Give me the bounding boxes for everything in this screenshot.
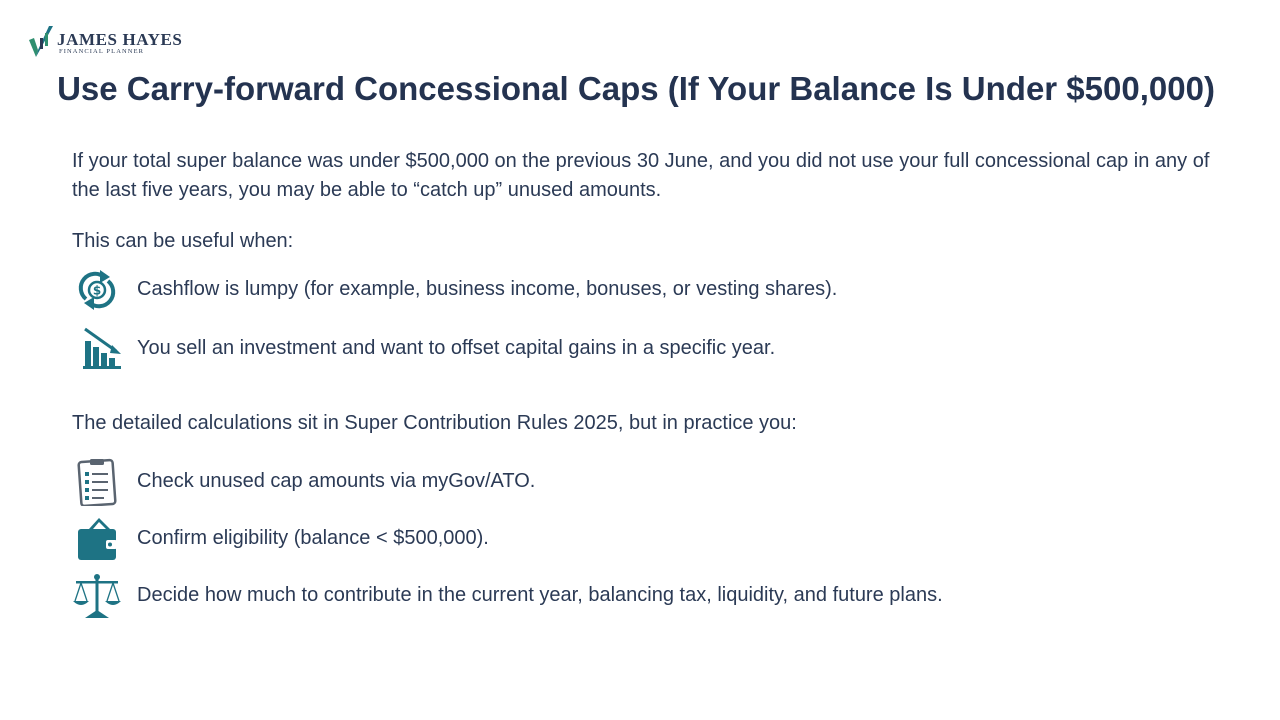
list-item-label: Cashflow is lumpy (for example, business income, bonuses, or vesting shares). — [137, 278, 838, 300]
brand-tagline: FINANCIAL PLANNER — [59, 48, 145, 55]
brand-name: JAMES HAYES — [57, 30, 183, 49]
svg-text:$: $ — [92, 283, 102, 298]
list-item-label: Decide how much to contribute in the current year, balancing tax, liquidity, and future plans. — [137, 584, 943, 606]
page-title: Use Carry-forward Concessional Caps (If Your Balance Is Under $500,000) — [57, 70, 1215, 107]
list-item-label: Confirm eligibility (balance < $500,000). — [137, 527, 489, 549]
list-item-decide-contribution — [72, 572, 1222, 620]
wallet-icon — [72, 515, 122, 563]
brand-logo — [27, 24, 207, 60]
list-item-capital-gains — [72, 325, 1222, 373]
list-item-check-unused-cap — [72, 458, 1222, 506]
declining-chart-icon — [72, 325, 122, 373]
list-item-confirm-eligibility — [72, 515, 1222, 563]
balance-scale-icon — [72, 572, 122, 620]
cashflow-cycle-icon — [72, 266, 122, 314]
list-item-label: Check unused cap amounts via myGov/ATO. — [137, 470, 536, 492]
useful-heading: This can be useful when: — [72, 230, 294, 252]
list-item-label: You sell an investment and want to offset capital gains in a specific year. — [137, 337, 776, 359]
checkmark-logo-icon — [27, 24, 59, 58]
clipboard-checklist-icon — [72, 458, 122, 506]
list-item-lumpy-cashflow — [72, 266, 1222, 314]
intro-paragraph: If your total super balance was under $500,000 on the previous 30 June, and you did not use your full concessional cap in any of the last five years, you may be able to “catch up” unused amounts. — [72, 150, 1210, 201]
practice-heading: The detailed calculations sit in Super Contribution Rules 2025, but in practice you: — [72, 412, 797, 434]
